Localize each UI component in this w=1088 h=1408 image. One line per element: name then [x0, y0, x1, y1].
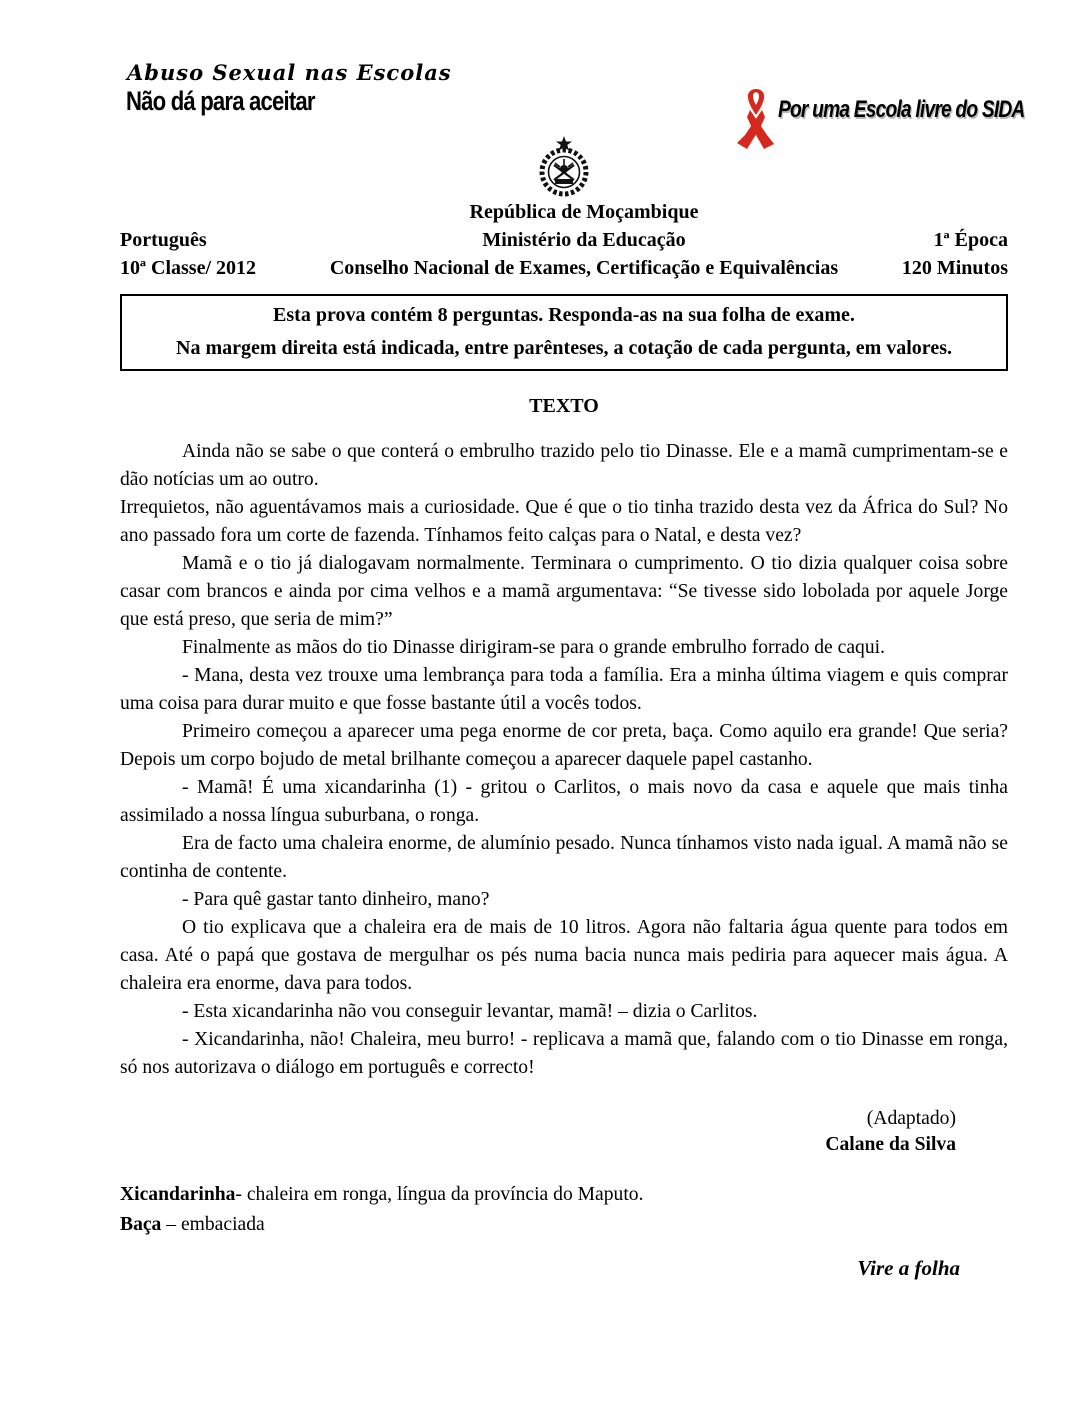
text-paragraph: - Esta xicandarinha não vou conseguir levantar, mamã! – dizia o Carlitos.: [182, 1001, 758, 1022]
text-paragraph: O tio explicava que a chaleira era de mais de 10 litros. Agora não faltaria água quente para todos em casa. Até o papá que gostava de mergulhar os pés numa bacia nunca mais pediria para aquecer mais água. A chaleira era enorme, dava para todos.: [120, 917, 1008, 994]
text-paragraph: Primeiro começou a aparecer uma pega enorme de cor preta, baça. Como aquilo era grande! Que seria? Depois um corpo bojudo de metal brilhante começou a aparecer daquele papel castanho.: [120, 721, 1008, 770]
glossary-entry: [120, 1210, 1008, 1240]
text-paragraph: Irrequietos, não aguentávamos mais a curiosidade. Que é que o tio tinha trazido desta vez da África do Sul? No ano passado fora um corte de fazenda. Tínhamos feito calças para o Natal, e desta vez?: [120, 497, 1008, 546]
glossary-definition: - chaleira em ronga, língua da província do Maputo.: [235, 1184, 644, 1205]
glossary-entry: [120, 1180, 1008, 1210]
masthead: [120, 198, 1008, 282]
author-name: Calane da Silva: [825, 1134, 956, 1155]
glossary-term: Baça: [120, 1214, 162, 1235]
text-paragraph: Ainda não se sabe o que conterá o embrulho trazido pelo tio Dinasse. Ele e a mamã cumprimentam-se e dão notícias um ao outro.: [120, 441, 1008, 490]
text-section-heading: TEXTO: [529, 395, 599, 417]
attribution-note: (Adaptado): [866, 1108, 956, 1129]
text-body: [120, 438, 1008, 1082]
subject-label: Português: [120, 229, 207, 251]
glossary-term: Xicandarinha: [120, 1184, 236, 1205]
council-name: Conselho Nacional de Exames, Certificação e Equivalências: [329, 257, 839, 279]
epoch-label: 1ª Época: [933, 229, 1008, 251]
campaign-slogan-script: Abuso Sexual nas Escolas: [127, 60, 452, 85]
text-paragraph: - Xicandarinha, não! Chaleira, meu burro! - replicava a mamã que, falando com o tio Dinasse em ronga, só nos autorizava o diálogo em português e correcto!: [120, 1029, 1008, 1078]
masthead-spacer: [843, 198, 1008, 226]
text-paragraph: - Mamã! É uma xicandarinha (1) - gritou o Carlitos, o mais novo da casa e aquele que mais tinha assimilado a nossa língua suburbana, o ronga.: [120, 777, 1008, 826]
instructions-line-2: Na margem direita está indicada, entre parênteses, a cotação de cada pergunta, em valores.: [176, 337, 952, 359]
country-name: República de Moçambique: [469, 201, 699, 223]
campaign-slogan-bold: Não dá para aceitar: [126, 86, 315, 116]
text-paragraph: - Mana, desta vez trouxe uma lembrança para toda a família. Era a minha última viagem e quis comprar uma coisa para durar muito e que fosse bastante útil a vocês todos.: [120, 665, 1008, 714]
text-paragraph: - Para quê gastar tanto dinheiro, mano?: [182, 889, 490, 910]
document-content: [120, 136, 1008, 1281]
text-paragraph: Era de facto uma chaleira enorme, de alumínio pesado. Nunca tínhamos visto nada igual. A mamã não se continha de contente.: [120, 833, 1008, 882]
glossary: [120, 1180, 1008, 1240]
ministry-name: Ministério da Educação: [482, 229, 686, 251]
masthead-spacer: [120, 198, 325, 226]
text-paragraph: Mamã e o tio já dialogavam normalmente. Terminara o cumprimento. O tio dizia qualquer coisa sobre casar com brancos e ainda por cima velhos e a mamã argumentava: “Se tivesse sido lobolada por aquele Jorge que está preso, que seria de mim?”: [120, 553, 1008, 630]
mozambique-emblem-icon: [120, 136, 1008, 198]
grade-year-label: 10ª Classe/ 2012: [120, 257, 256, 279]
duration-label: 120 Minutos: [901, 257, 1008, 279]
turn-page-note: Vire a folha: [857, 1256, 960, 1280]
campaign-ribbon-label: Por uma Escola livre do SIDA: [778, 96, 1025, 123]
text-paragraph: Finalmente as mãos do tio Dinasse dirigiram-se para o grande embrulho forrado de caqui.: [182, 637, 885, 658]
instructions-line-1: Esta prova contém 8 perguntas. Responda-as na sua folha de exame.: [273, 304, 855, 326]
glossary-definition: – embaciada: [161, 1214, 265, 1235]
instructions-box: [120, 294, 1008, 371]
